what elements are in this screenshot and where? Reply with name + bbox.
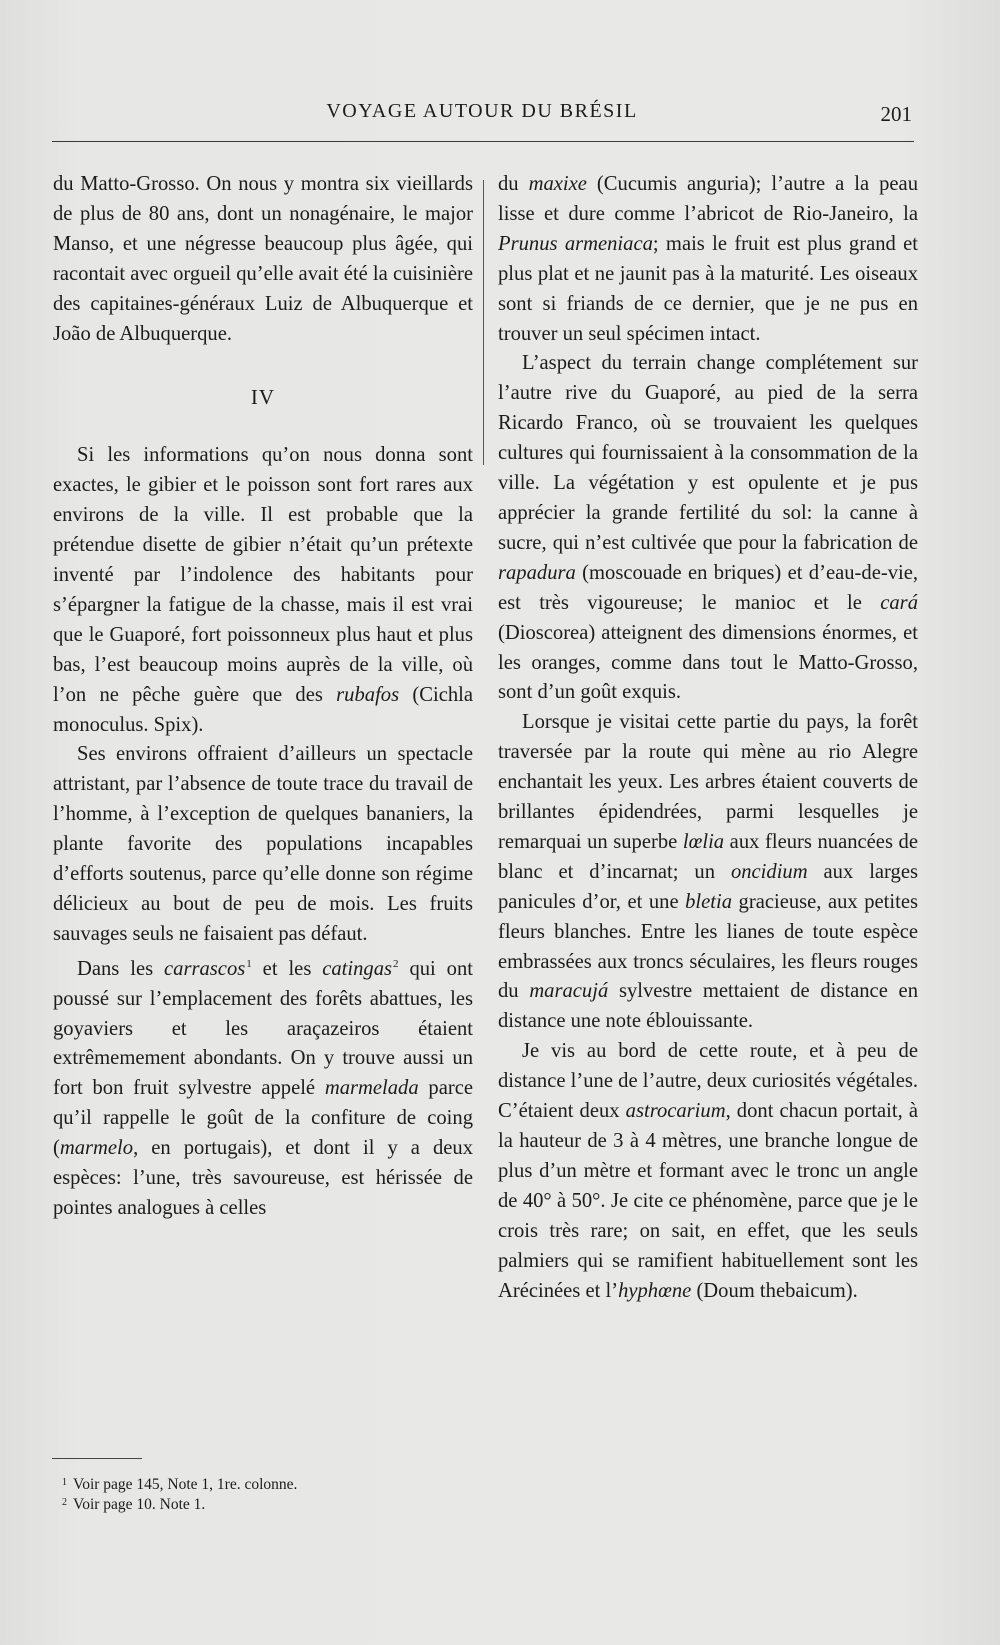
paragraph [498, 349, 918, 708]
running-head [52, 100, 912, 136]
footnote-rule [52, 1458, 142, 1459]
italic-term: maxixe [528, 173, 587, 195]
paragraph [498, 1037, 918, 1306]
paragraph-text: et les [251, 957, 323, 980]
paragraph-text: Si les informations qu’on nous donna sont exactes, le gibier et le poisson sont fort rares aux environs de la ville. Il est probable que la prétendue disette de gibier n’était qu’un prétexte inventé par l’indolence des habitants pour s’épargner la fatigue de la chasse, mais il est vrai que le Guaporé, fort poissonneux plus haut et plus bas, l’est beaucoup moins auprès de la ville, où l’on ne pêche guère que des [53, 444, 473, 706]
footnotes [62, 1474, 482, 1514]
paragraph-text: aux larges panicules d’or, et une [498, 860, 918, 913]
page-number: 201 [880, 102, 912, 126]
paragraph [53, 441, 473, 740]
paragraph-text: (Dioscorea) atteignent des dimensions énormes, et les oranges, comme dans tout le Matto-Grosso, sont d’un goût exquis. [498, 621, 918, 704]
italic-term: bletia [685, 890, 733, 913]
italic-term: marmelo [59, 1137, 134, 1160]
paragraph-text: du [498, 173, 529, 195]
italic-term: astrocarium [625, 1100, 726, 1123]
left-column [53, 170, 473, 1224]
paragraph [53, 170, 473, 349]
italic-term: rapadura [498, 561, 576, 584]
footnote-ref[interactable]: 1 [246, 957, 252, 970]
italic-term: Prunus armeniaca [498, 232, 653, 255]
running-title: VOYAGE AUTOUR DU BRÉSIL [326, 100, 638, 122]
paragraph-text: ; mais le fruit est plus grand et plus plat et ne jaunit pas à la maturité. Les oiseaux sont si friands de ce dernier, que je ne pus en trouver un seul spécimen intact. [498, 232, 918, 345]
paragraph-text: parce qu’il rappelle le goût de la confiture de coing ( [53, 1077, 473, 1160]
footnote [62, 1474, 482, 1494]
paragraph-text: gracieuse, aux petites fleurs blanches. Entre les lianes de toute espèce embrassées aux troncs séculaires, les fleurs rouges du [498, 890, 919, 1003]
italic-term: marmelada [324, 1077, 419, 1100]
paragraph-text: Dans les [77, 957, 165, 980]
footnote [62, 1494, 482, 1514]
section-heading: IV [250, 385, 276, 410]
paragraph-text: Je vis au bord de cette route, et à peu de distance l’une de l’autre, deux curiosités végétales. C’étaient deux [498, 1040, 918, 1123]
footnote-text: Voir page 145, Note 1, 1re. colonne. [73, 1476, 298, 1493]
italic-term: carrascos [164, 957, 246, 980]
paragraph-text: (Cucumis anguria); l’autre a la peau lisse et dure comme l’abricot de Rio-Janeiro, la [498, 173, 918, 225]
paragraph-text: aux fleurs nuancées de blanc et d’incarnat; un [498, 830, 918, 883]
paragraph-text: (Doum thebaicum). [691, 1279, 858, 1302]
paragraph-text: (moscouade en briques) et d’eau-de-vie, est très vigoureuse; le manioc et le [498, 561, 918, 614]
footnote-text: Voir page 10. Note 1. [73, 1496, 206, 1513]
italic-term: hyphœne [618, 1279, 692, 1302]
paragraph-text: Ses environs offraient d’ailleurs un spectacle attristant, par l’absence de toute trace du travail de l’homme, à l’exception de quelques bananiers, la plante favorite des populations incapables d’efforts soutenus, parce qu’elle donne son régime délicieux au bout de peu de mois. Les fruits sauvages seuls ne faisaient pas défaut. [53, 743, 473, 945]
paragraph-text: L’aspect du terrain change complétement sur l’autre rive du Guaporé, au pied de la serra Ricardo Franco, où se trouvaient les quelques cultures qui fournissaient à la consommation de la ville. La végétation y est opulente et je pus apprécier la grande fertilité du sol: la canne à sucre, qui n’est cultivée que pour la fabrication de [498, 352, 918, 554]
paragraph-text: du Matto-Grosso. On nous y montra six vieillards de plus de 80 ans, dont un nonagénaire, le major Manso, et une négresse beaucoup plus âgée, qui racontait avec orgueil qu’elle avait été la cuisinière des capitaines-généraux Luiz de Albuquerque et João de Albuquerque. [53, 173, 473, 345]
italic-term: lœlia [682, 830, 725, 853]
italic-term: oncidium [730, 860, 808, 883]
italic-term: cará [880, 591, 918, 614]
italic-term: catingas [322, 957, 393, 980]
column-rule [483, 180, 484, 465]
paragraph-text: , en portugais), et dont il y a deux espèces: l’une, très savoureuse, est hérissée de pointes analogues à celles [53, 1137, 473, 1219]
footnote-mark: 2 [62, 1497, 67, 1508]
paragraph-text: , dont chacun portait, à la hauteur de 3 à 4 mètres, une branche longue de plus d’un mètre et formant avec le tronc un angle de 40° à 50°. Je cite ce phénomène, parce que je le crois très rare; on sait, en effet, que les seuls palmiers qui se ramifient habituellement sont les Arécinées et l’ [498, 1100, 918, 1302]
paragraph [53, 740, 473, 949]
paragraph [53, 950, 473, 1224]
paragraph-text: (Cichla monoculus. Spix). [53, 683, 474, 736]
paragraph [498, 708, 918, 1037]
footnote-ref[interactable]: 2 [393, 957, 399, 970]
right-column [498, 170, 918, 1306]
header-rule [52, 141, 914, 142]
paragraph-text: sylvestre mettaient de distance en distance une note éblouissante. [498, 980, 918, 1033]
paragraph-text: qui ont poussé sur l’emplacement des forêts abattues, les goyaviers et les araçazeiros étaient extrêmemement abondants. On y trouve aussi un fort bon fruit sylvestre appelé [53, 957, 474, 1100]
italic-term: rubafos [336, 683, 400, 706]
paragraph [498, 170, 918, 349]
paragraph-text: Lorsque je visitai cette partie du pays, la forêt traversée par la route qui mène au rio Alegre enchantait les yeux. Les arbres étaient couverts de brillantes épidendrées, parmi lesquelles je remarquai un superbe [498, 711, 918, 853]
italic-term: maracujá [529, 980, 609, 1003]
footnote-mark: 1 [62, 1477, 67, 1488]
